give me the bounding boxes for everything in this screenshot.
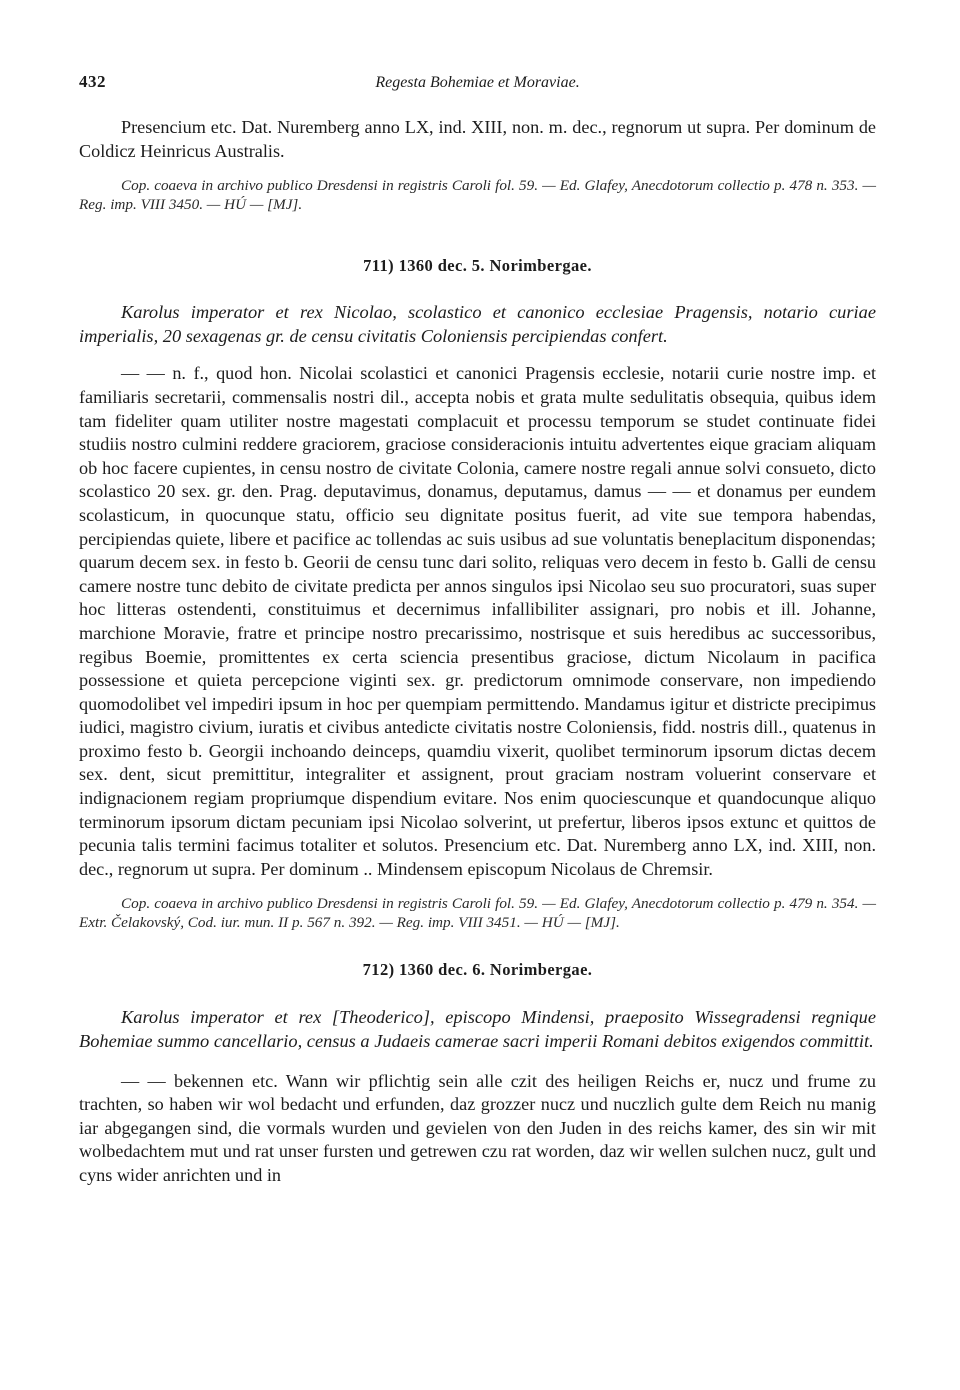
entry-summary-712: Karolus imperator et rex [Theoderico], episcopo Mindensi, praeposito Wissegradensi regnique Bohemiae summo cancellario, census a Judaeis camerae sacri imperii Romani debitos exigendos committit.: [79, 1007, 876, 1052]
entry-body-711: [79, 362, 876, 881]
document-page: [79, 66, 876, 1188]
entry-summary-711: Karolus imperator et rex Nicolao, scolastico et canonico ecclesiae Pragensis, notario curiae imperialis, 20 sexagenas gr. de censu civitatis Coloniensis percipiendas confert.: [79, 302, 876, 346]
running-head: [79, 66, 876, 106]
entry-text-711: — — n. f., quod hon. Nicolai scolastici et canonici Pragensis ecclesie, notarii curie nostre imp. et familiaris secretarii, commensalis nostri dil., accepta nobis et grata multe sedulitatis obsequia, quibus idem tam fideliter quam utiliter nostre magestati complacuit et processu temporum se studet continuate fidei studiis nostro culmini reddere graciorem, graciose consideracionis intuitu advertentes eique graciam aliquam ob hoc facere cupientes, in censu nostro de civitate Colonia, camere nostre regali annue solvi consueto, dicto scolastico 20 sex. gr. den. Prag. deputavimus, donamus, deputamus, damus — — et donamus per eundem scolasticum, in quocunque statu, officio seu dignitate positus fuerit, ad vite sue tempora habendas, percipiendas quiete, libere et pacifice ac tollendas ac suis usibus ad sue voluntatis beneplacitum disponendas; quarum decem sex. in festo b. Georii de censu tunc dari solito, reliquas vero decem in festo b. Galli de censu camere nostre tunc debito de civitate predicta per annos singulos ipsi Nicolao seu suo procuratori, suas super hoc litteras ostendenti, constituimus et decernimus infallibiliter assignari, pro nobis et ill. Johanne, marchione Moravie, fratre et principe nostro precarissimo, nostrisque et suis heredibus ac successoribus, regibus Boemie, promittentes ex certa sciencia presentibus graciose, dictum Nicolaum in pacifica possessione et quieta percepcione viginti sex. gr. predictorum omnimode conservare, non impediendo quomodolibet vel impediri ipsum in hoc per quempiam permittendo. Mandamus igitur et districte precipimus iudici, magistro civium, iuratis et civibus antedicte civitatis nostre Coloniensis, fidd. nostris dill., quatenus in proximo festo b. Georgii inchoando deinceps, quamdiu vixerit, quolibet terminorum ipsorum dictas decem sex. dent, sicut premittitur, integraliter et assignent, prout graciam nostram voluerint conservare et indignacionem regiam propriumque dispendium evitare. Nos enim quociescunque et quandocunque aliquo terminorum ipsorum dictam pecuniam ipsi Nicolao solverint, ut prefertur, liberos ipsos extunc et quittos de pecunia talis termini facimus totaliter et solutos. Presencium etc. Dat. Nuremberg anno LX, ind. XIII, non. dec., regnorum ut supra. Per dominum .. Mindensem episcopum Nicolaus de Chremsir.: [79, 363, 876, 879]
continuation-block: [79, 116, 876, 163]
entry-text-712: — — bekennen etc. Wann wir pflichtig sein alle czit des heiligen Reichs er, nucz und frume zu trachten, so haben wir wol bedacht und erfunden, daz grozzer nucz und nuczlich gulte dem Reich nu manig iar abgegangen sind, die vormals wurden und gevielen von den Juden in des reichs kamer, des sin wir mit wolbedachtem mut und rat unser fursten und getrewen czu rat worden, daz wir wellen sulchen nucz, gult und cyns wider anrichten und in: [79, 1070, 876, 1185]
page-number: 432: [79, 72, 106, 91]
journal-title: Regesta Bohemiae et Moraviae.: [375, 74, 580, 91]
continuation-note: Cop. coaeva in archivo publico Dresdensi in registris Caroli fol. 59. — Ed. Glafey, Anecdotorum collectio p. 478 n. 353. — Reg. imp. VIII 3450. — HÚ — [MJ].: [79, 177, 876, 213]
entry-note-711: Cop. coaeva in archivo publico Dresdensi in registris Caroli fol. 59. — Ed. Glafey, Anecdotorum collectio p. 479 n. 354. — Extr. Čelakovský, Cod. iur. mun. II p. 567 n. 392. — Reg. imp. VIII 3451. — HÚ — [MJ].: [79, 895, 876, 931]
entry-heading-711: 711) 1360 dec. 5. Norimbergae.: [363, 256, 592, 276]
continuation-text: Presencium etc. Dat. Nuremberg anno LX, ind. XIII, non. m. dec., regnorum ut supra. Per dominum de Coldicz Heinricus Australis.: [79, 117, 876, 161]
entry-body-712: [79, 1070, 876, 1188]
entry-heading-712: 712) 1360 dec. 6. Norimbergae.: [362, 960, 593, 980]
